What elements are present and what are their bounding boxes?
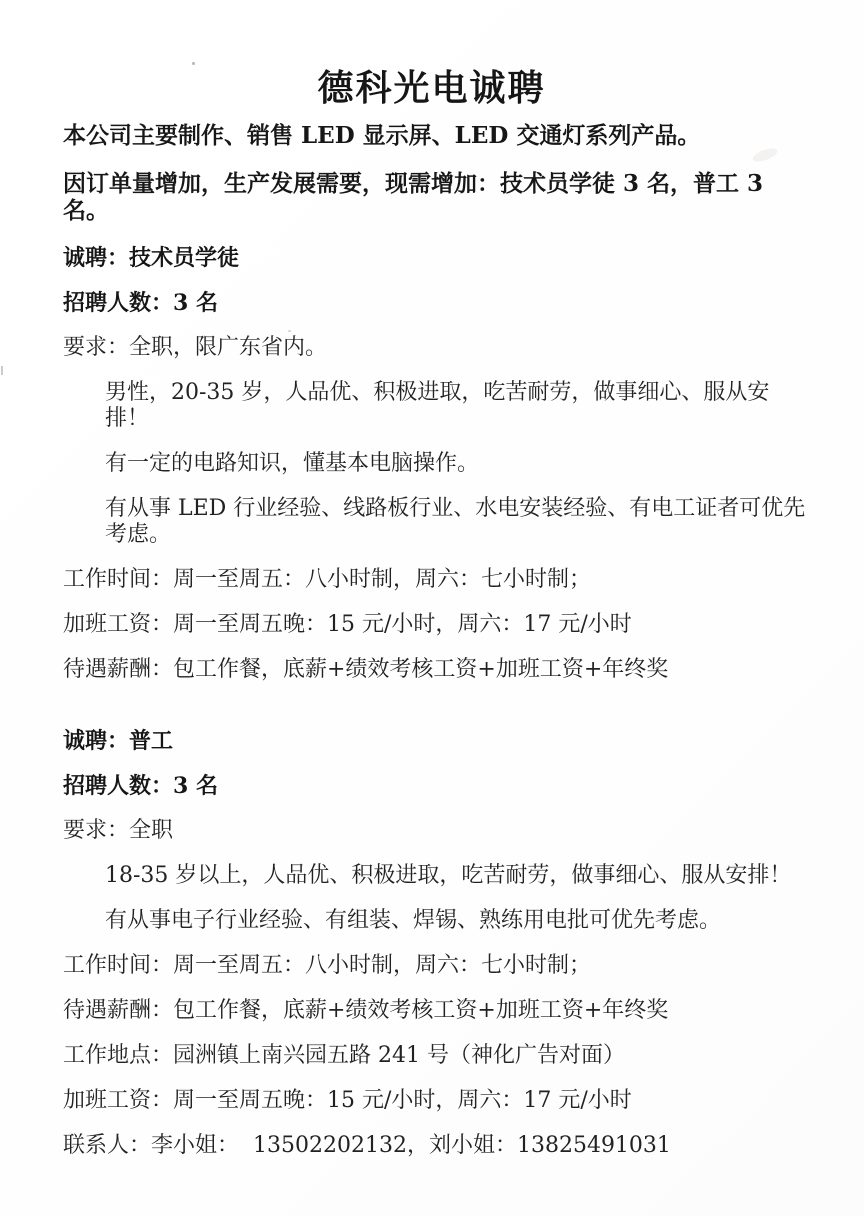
document-title: 德科光电诚聘 bbox=[317, 67, 546, 109]
requirement-line: 要求：全职 bbox=[63, 818, 174, 843]
headcount-line: 招聘人数：3 名 bbox=[63, 290, 218, 316]
intro-hiring-line: 因订单量增加，生产发展需要，现需增加：技术员学徒 3 名，普工 3 名。 bbox=[63, 170, 772, 224]
position-section-general-worker bbox=[63, 728, 812, 1159]
detail-line: 有一定的电路知识，懂基本电脑操作。 bbox=[105, 451, 480, 476]
work-time-line: 工作时间：周一至周五：八小时制，周六：七小时制； bbox=[63, 953, 592, 978]
overtime-pay-line: 加班工资：周一至周五晚：15 元/小时，周六：17 元/小时 bbox=[63, 1088, 632, 1113]
requirement-line: 要求：全职，限广东省内。 bbox=[63, 335, 328, 360]
position-section-technician-apprentice bbox=[63, 245, 812, 683]
work-time-line: 工作时间：周一至周五：八小时制，周六：七小时制； bbox=[63, 567, 592, 592]
contact-line: 联系人：李小姐： 13502202132，刘小姐：13825491031 bbox=[63, 1133, 671, 1158]
benefits-line: 待遇薪酬：包工作餐，底薪+绩效考核工资+加班工资+年终奖 bbox=[63, 657, 669, 682]
benefits-line: 待遇薪酬：包工作餐，底薪+绩效考核工资+加班工资+年终奖 bbox=[63, 998, 669, 1023]
detail-line: 18-35 岁以上，人品优、积极进取，吃苦耐劳，做事细心、服从安排！ bbox=[105, 863, 792, 888]
scan-speck bbox=[192, 62, 195, 65]
position-heading: 诚聘：技术员学徒 bbox=[63, 245, 240, 271]
scan-edge-mark bbox=[1, 366, 3, 375]
detail-line: 有从事 LED 行业经验、线路板行业、水电安装经验、有电工证者可优先考虑。 bbox=[105, 496, 806, 547]
position-heading: 诚聘：普工 bbox=[63, 728, 174, 754]
overtime-pay-line: 加班工资：周一至周五晚：15 元/小时，周六：17 元/小时 bbox=[63, 612, 632, 637]
detail-line: 有从事电子行业经验、有组装、焊锡、熟练用电批可优先考虑。 bbox=[105, 908, 722, 933]
work-location-line: 工作地点：园洲镇上南兴园五路 241 号（神化广告对面） bbox=[63, 1043, 625, 1068]
intro-products-line: 本公司主要制作、销售 LED 显示屏、LED 交通灯系列产品。 bbox=[63, 122, 701, 149]
scan-speck bbox=[288, 330, 291, 332]
headcount-line: 招聘人数：3 名 bbox=[63, 773, 218, 799]
detail-line: 男性，20-35 岁，人品优、积极进取，吃苦耐劳，做事细心、服从安排！ bbox=[105, 380, 770, 431]
